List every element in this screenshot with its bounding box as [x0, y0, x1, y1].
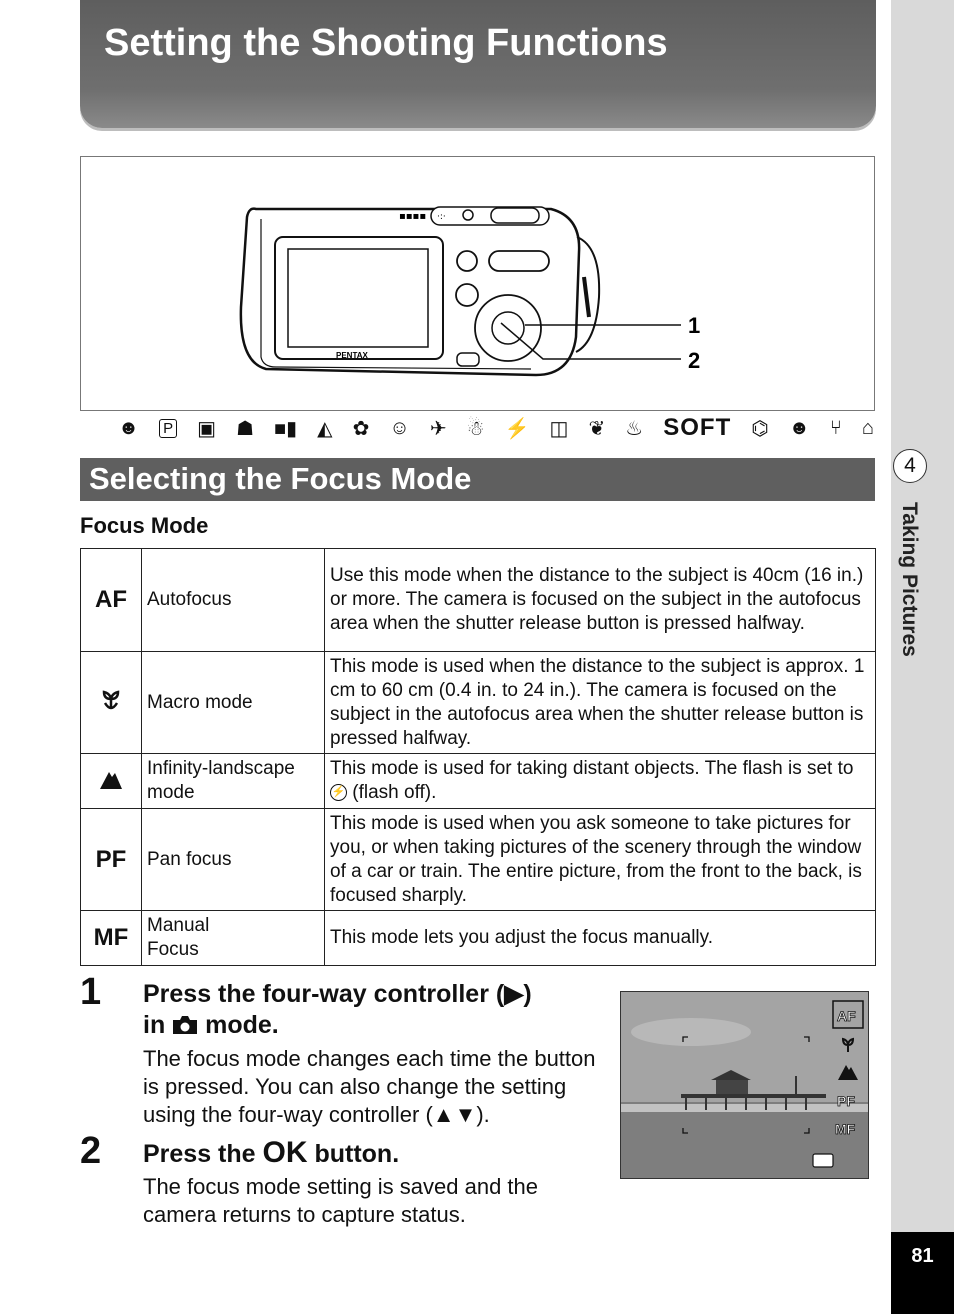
focus-mode-heading: Focus Mode [80, 513, 209, 538]
candlelight-icon: ♨ [625, 417, 644, 440]
video-icon: ■▮ [274, 417, 298, 440]
camera-back-illustration [81, 157, 874, 410]
preview-ok-icon [813, 1154, 833, 1167]
mode-description: Use this mode when the distance to the subject is 40cm (16 in.) or more. The camera is focused on the subject in the autofocus area when the shutter release button is pressed halfway. [325, 549, 876, 652]
preview-pf-icon: PF [837, 1093, 855, 1109]
page-title: Setting the Shooting Functions [104, 22, 668, 64]
section-title: Selecting the Focus Mode [89, 461, 472, 496]
preview-mf-icon: MF [835, 1121, 856, 1137]
flash-off-icon: ⚡ [330, 784, 347, 801]
svg-text:·:·: ·:· [437, 212, 446, 222]
step-2-title: Press the OK button. [143, 1136, 400, 1169]
camera-illustration-box [80, 156, 875, 411]
camera-brand-text: PENTAX [336, 351, 368, 360]
chapter-number: 4 [893, 449, 927, 483]
table-row [81, 652, 876, 754]
mode-name: Infinity-landscape mode [142, 754, 325, 809]
museum-icon: ⌂ [861, 416, 874, 439]
soft-mode-label: SOFT [663, 414, 732, 441]
table-row [81, 549, 876, 652]
mountain-icon [81, 754, 142, 809]
af-symbol: AF [81, 549, 142, 652]
table-row [81, 911, 876, 966]
kids-icon: ☻ [788, 416, 810, 439]
step-2-body: The focus mode setting is saved and the camera returns to capture status. [143, 1174, 539, 1227]
program-mode-icon: P [159, 419, 177, 438]
table-row [81, 754, 876, 809]
pet-icon: ❦ [588, 417, 606, 440]
mode-description: This mode is used when the distance to the subject is approx. 1 cm to 60 cm (0.4 in. to 24 in.). The camera is focused on the subject in the autofocus area when the shutter release button is pressed halfway. [325, 652, 876, 754]
portrait-icon: ☺ [389, 416, 410, 439]
sport-icon: ⚡ [504, 417, 530, 440]
mode-description: This mode is used when you ask someone to take pictures for you, or when taking pictures of the scenery through the window of a car or train. The entire picture, from the front to the back, is focused sharply. [325, 809, 876, 911]
landscape-icon: ◭ [317, 417, 333, 440]
mode-name: Macro mode [142, 652, 325, 754]
snow-icon: ☃ [466, 417, 485, 440]
title-band [80, 0, 876, 128]
focus-mode-table [80, 548, 876, 966]
step-2-number: 2 [80, 1130, 102, 1172]
flower-icon: ✿ [352, 417, 370, 440]
callout-1: 1 [688, 313, 701, 338]
portrait-video-icon: ☗ [236, 417, 254, 440]
mode-name: Manual Focus [142, 911, 325, 966]
mode-name: Autofocus [142, 549, 325, 652]
food-icon: ⑂ [829, 416, 842, 439]
digital-filter-icon: ⌬ [751, 417, 769, 440]
shooting-mode-icons [118, 414, 874, 442]
table-row [81, 809, 876, 911]
surf-icon: ✈ [429, 417, 447, 440]
step-1-number: 1 [80, 971, 102, 1013]
pf-symbol: PF [81, 809, 142, 911]
ok-button-label: OK [262, 1136, 308, 1169]
preview-af-icon: AF [837, 1008, 856, 1024]
mode-name: Pan focus [142, 809, 325, 911]
step-1-body: The focus mode changes each time the button is pressed. You can also change the setting using the four-way controller (▲▼). [143, 1046, 596, 1127]
step-1-title: Press the four-way controller (▶) in mode. [143, 980, 532, 1039]
callout-2: 2 [688, 348, 701, 373]
macro-icon [81, 652, 142, 754]
picture-mode-icon: ▣ [197, 417, 217, 440]
section-header [80, 458, 875, 501]
mode-description: This mode lets you adjust the focus manually. [325, 911, 876, 966]
mf-symbol: MF [81, 911, 142, 966]
mode-description: This mode is used for taking distant objects. The flash is set to ⚡ (flash off). [325, 754, 876, 809]
svg-text:▪▪▪▪: ▪▪▪▪ [399, 211, 427, 222]
lcd-preview-image [620, 991, 869, 1179]
camera-icon [172, 1011, 205, 1039]
chapter-label: Taking Pictures [898, 502, 921, 657]
frame-icon: ◫ [549, 417, 569, 440]
page-number: 81 [891, 1232, 954, 1314]
chapter-side-tab [891, 0, 954, 1314]
pier-scene [621, 992, 868, 1178]
smile-icon: ☻ [118, 416, 140, 439]
